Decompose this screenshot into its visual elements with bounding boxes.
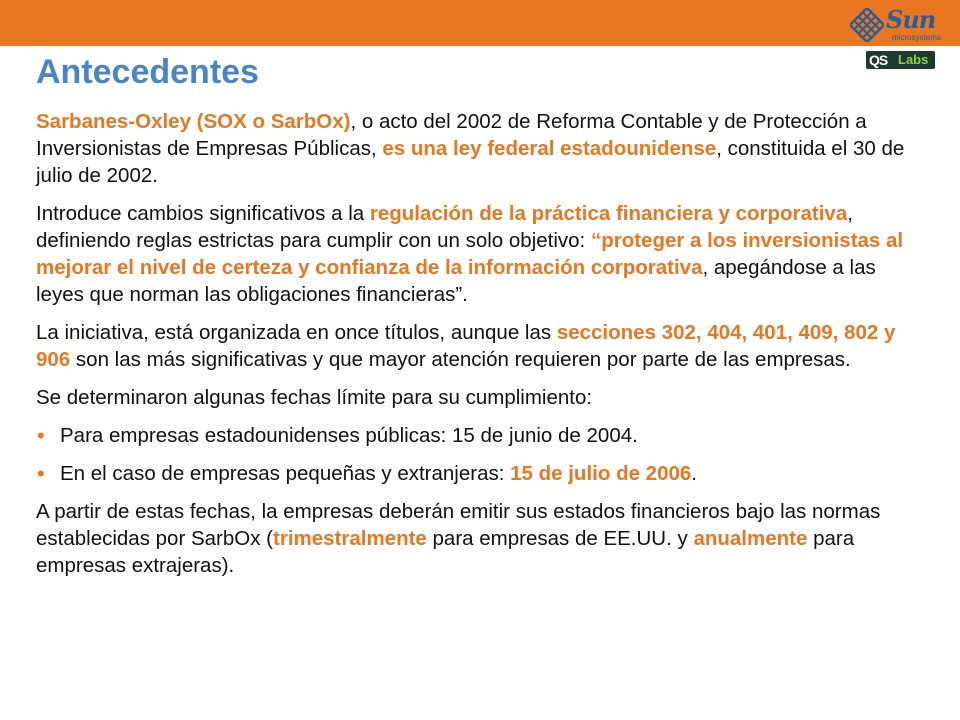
highlight-objective-quote: “proteger a los inversionistas al mejorar el nivel de certeza y confianza de la información corporativa [36, 229, 904, 279]
bullet-text: En el caso de empresas pequeñas y extranjeras: [60, 462, 511, 485]
text-segment: , constituida el 30 de julio de 2002. [36, 137, 905, 187]
text-segment: , definiendo reglas estrictas para cumplir con un solo objetivo: [36, 202, 853, 252]
bullet-item-small-foreign-companies [36, 460, 921, 487]
paragraph-deadlines-intro: Se determinaron algunas fechas límite para su cumplimiento: [36, 386, 593, 409]
highlight-sections: secciones 302, 404, 401, 409, 802 y 906 [36, 321, 896, 371]
text-segment: . [691, 462, 697, 485]
sun-microsystems-logo [850, 5, 941, 46]
highlight-quarterly: trimestralmente [273, 527, 427, 550]
highlight-regulation: regulación de la práctica financiera y corporativa [369, 202, 848, 225]
highlight-federal-law: es una ley federal estadounidense [382, 137, 717, 160]
qs-logo-text: QS [869, 52, 888, 68]
bullet-dot-icon: • [37, 461, 45, 486]
slide-body [36, 108, 921, 590]
slide-title: Antecedentes [36, 53, 259, 91]
text-segment: A partir de estas fechas, la empresas deberán emitir sus estados financieros bajo las normas establecidas por SarbOx ( [36, 500, 881, 550]
text-segment: , o acto del 2002 de Reforma Contable y de Protección a Inversionistas de Empresas Públicas, [36, 110, 867, 160]
bullet-dot-icon: • [37, 423, 45, 448]
text-segment: para empresas extrajeras). [36, 527, 855, 577]
highlight-annually: anualmente [693, 527, 808, 550]
labs-logo-text: Labs [898, 52, 929, 67]
sun-logo-word: Sun [886, 5, 936, 34]
highlight-deadline-date: 15 de julio de 2006 [510, 462, 692, 485]
text-segment: Introduce cambios significativos a la [36, 202, 370, 225]
bullet-text: Para empresas estadounidenses públicas: 15 de junio de 2004. [60, 424, 638, 447]
sun-logo-subtitle: microsystems [892, 33, 941, 42]
text-segment: , apegándose a las leyes que norman las obligaciones financieras”. [36, 256, 876, 306]
paragraph-reporting-frequency [36, 498, 921, 579]
paragraph-sections [36, 319, 921, 373]
qs-labs-logo [866, 51, 935, 69]
paragraph-sox-definition [36, 108, 921, 189]
bullet-item-public-companies [36, 422, 921, 449]
text-segment: son las más significativas y que mayor atención requieren por parte de las empresas. [70, 348, 851, 371]
paragraph-objective [36, 200, 921, 308]
highlight-sox-name: Sarbanes-Oxley (SOX o SarbOx) [36, 110, 351, 133]
text-segment: para empresas de EE.UU. y [426, 527, 694, 550]
text-segment: La iniciativa, está organizada en once títulos, aunque las [36, 321, 557, 344]
header-bar [0, 0, 960, 46]
sun-diamond-icon [850, 8, 884, 42]
